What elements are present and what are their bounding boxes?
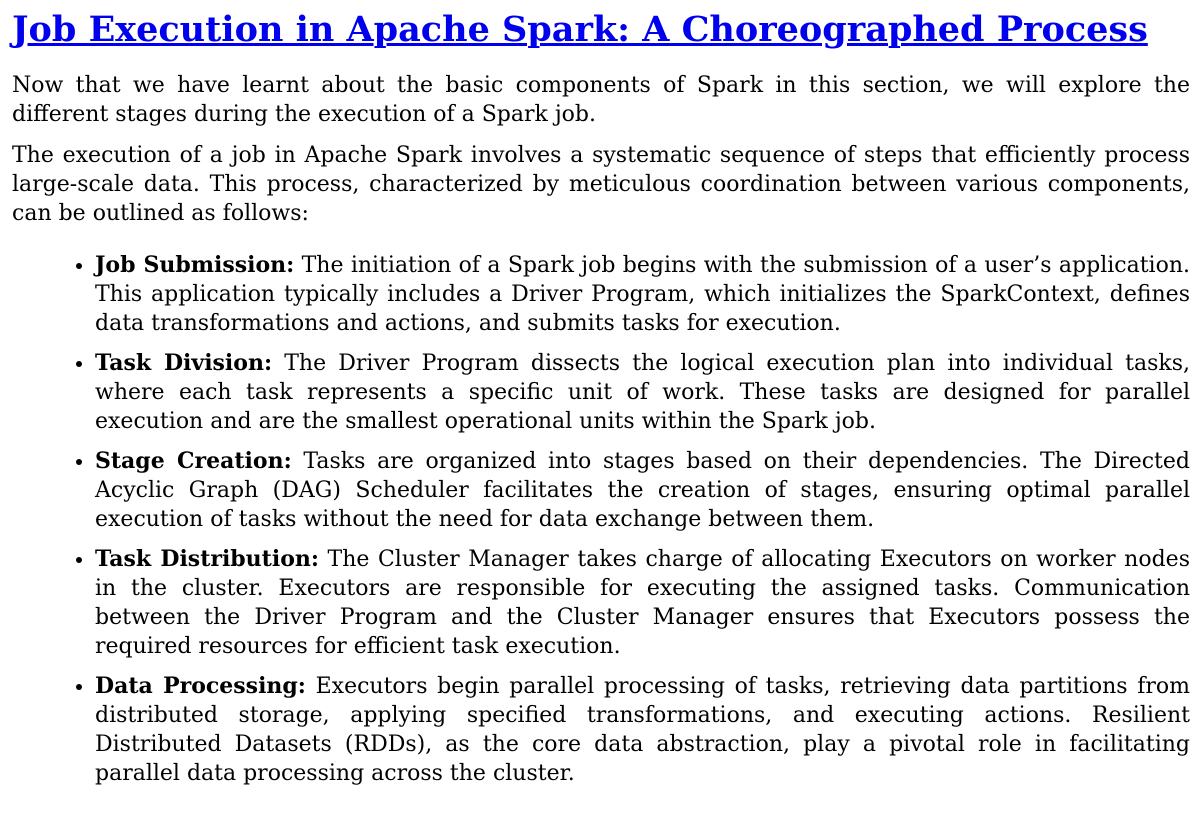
step-text: The initiation of a Spark job begins with the submission of a user’s application. This application typically includes a Driver Program, which initializes the SparkContext, defines data transformations and actions, and submits tasks for execution.: [95, 253, 1191, 336]
step-text: Executors begin parallel processing of tasks, retrieving data partitions from distributed storage, applying specified transformations, and executing actions. Resilient Distributed Datasets (RDDs), as the core data abstraction, play a pivotal role in facilitating parallel data processing across the cluster.: [95, 674, 1190, 786]
list-item: [95, 349, 1190, 436]
step-term: Task Distribution:: [95, 546, 319, 572]
step-text: The Cluster Manager takes charge of allocating Executors on worker nodes in the cluster. Executors are responsible for executing the assigned tasks. Communication between the Driver Program and the Cluster Manager ensures that Executors possess the required resources for efficient task execution.: [95, 547, 1190, 659]
step-text: Tasks are organized into stages based on their dependencies. The Directed Acyclic Graph (DAG) Scheduler facilitates the creation of stages, ensuring optimal parallel execution of tasks without the need for data exchange between them.: [95, 449, 1191, 532]
steps-list: [12, 251, 1190, 788]
intro-paragraph: Now that we have learnt about the basic components of Spark in this section, we will explore the different stages during the execution of a Spark job.: [12, 73, 1190, 127]
title-link[interactable]: Job Execution in Apache Spark: A Choreographed Process: [12, 9, 1148, 50]
list-item: [95, 447, 1190, 534]
step-term: Job Submission:: [95, 252, 295, 278]
step-term: Data Processing:: [95, 673, 306, 699]
step-term: Task Division:: [95, 350, 273, 376]
list-item: [95, 251, 1190, 338]
intro-paragraph: The execution of a job in Apache Spark involves a systematic sequence of steps that efficiently process large-scale data. This process, characterized by meticulous coordination between various components, can be outlined as follows:: [12, 143, 1190, 226]
page-title: [12, 10, 1190, 50]
step-term: Stage Creation:: [95, 448, 292, 474]
list-item: [95, 672, 1190, 788]
step-text: The Driver Program dissects the logical execution plan into individual tasks, where each task represents a specific unit of work. These tasks are designed for parallel execution and are the smallest operational units within the Spark job.: [95, 351, 1191, 434]
list-item: [95, 545, 1190, 661]
